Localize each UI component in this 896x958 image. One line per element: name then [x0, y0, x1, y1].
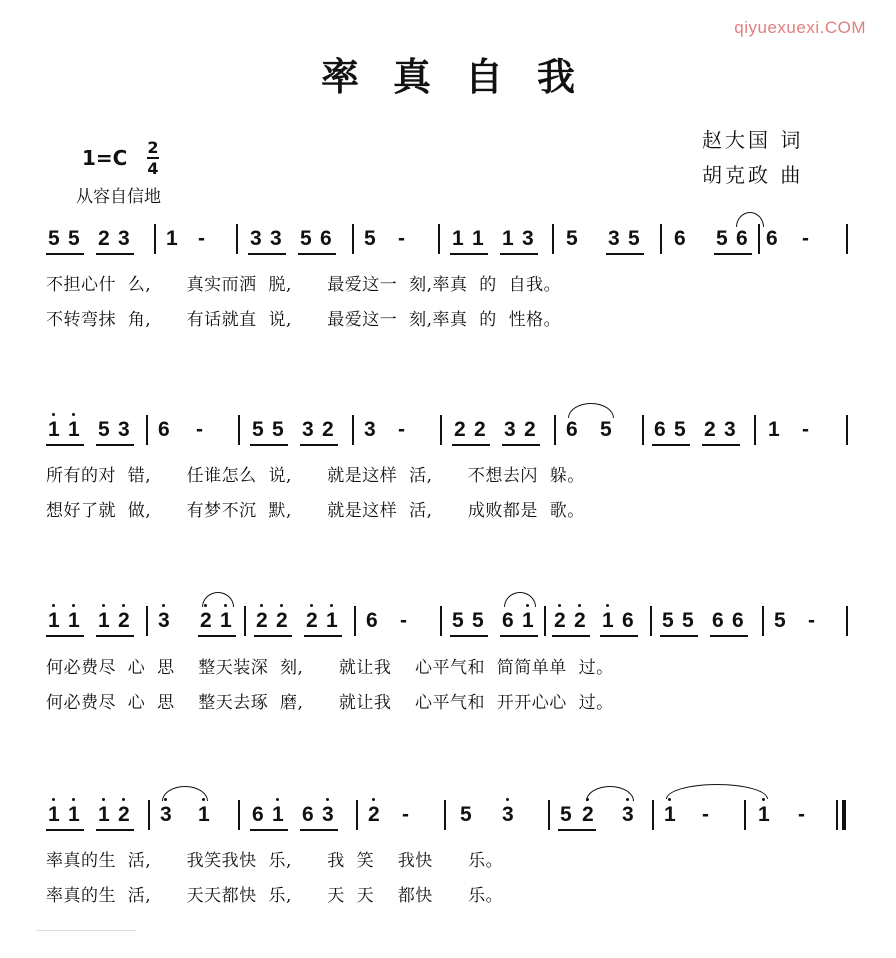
barline	[642, 415, 644, 445]
note: 2	[582, 803, 594, 826]
note: 6	[674, 227, 686, 250]
note: 3	[608, 227, 620, 250]
note: 1	[602, 609, 614, 632]
barline	[238, 415, 240, 445]
note: 2	[200, 609, 212, 632]
note: 2	[574, 609, 586, 632]
note: 3	[522, 227, 534, 250]
note: 3	[118, 418, 130, 441]
note: 5	[272, 418, 284, 441]
barline	[352, 415, 354, 445]
note: 1	[48, 803, 60, 826]
time-signature-bottom: 4	[147, 159, 159, 178]
tempo-marking: 从容自信地	[76, 187, 161, 207]
barline	[356, 800, 358, 830]
note: 1	[198, 803, 210, 826]
lyric-verse-2: 率真的生 活, 天天都快 乐, 天 天 都快 乐。	[46, 886, 504, 906]
note: 5	[682, 609, 694, 632]
barline	[544, 606, 546, 636]
tie-slur	[568, 403, 614, 418]
note: 1	[326, 609, 338, 632]
lyric-verse-2: 不转弯抹 角, 有话就直 说, 最爱这一 刻,率真 的 性格。	[46, 310, 562, 330]
time-signature	[146, 138, 160, 178]
note: 5	[48, 227, 60, 250]
note: 1	[522, 609, 534, 632]
note-dash: -	[802, 418, 809, 441]
barline	[146, 415, 148, 445]
note: 3	[158, 609, 170, 632]
note: 2	[524, 418, 536, 441]
note: 5	[560, 803, 572, 826]
note: 5	[460, 803, 472, 826]
barline	[238, 800, 240, 830]
note-dash: -	[196, 418, 203, 441]
final-barline-thin	[836, 800, 838, 830]
note-dash: -	[400, 609, 407, 632]
barline	[846, 415, 848, 445]
staff-line-3	[46, 608, 858, 640]
barline	[548, 800, 550, 830]
note: 1	[68, 803, 80, 826]
song-title: 率真自我	[320, 54, 609, 99]
note: 6	[566, 418, 578, 441]
tie-slur	[586, 786, 634, 801]
barline	[444, 800, 446, 830]
note: 1	[502, 227, 514, 250]
note: 3	[302, 418, 314, 441]
note: 1	[68, 418, 80, 441]
note: 2	[474, 418, 486, 441]
note: 1	[758, 803, 770, 826]
barline	[754, 415, 756, 445]
lyric-verse-1: 何必费尽 心 思 整天装深 刻, 就让我 心平气和 简简单单 过。	[46, 658, 614, 678]
note: 5	[628, 227, 640, 250]
note: 3	[622, 803, 634, 826]
note: 6	[252, 803, 264, 826]
note-dash: -	[808, 609, 815, 632]
note: 1	[166, 227, 178, 250]
barline	[846, 606, 848, 636]
note: 2	[256, 609, 268, 632]
barline	[552, 224, 554, 254]
note-dash: -	[198, 227, 205, 250]
note: 1	[472, 227, 484, 250]
divider	[36, 930, 136, 931]
lyric-verse-1: 不担心什 么, 真实而洒 脱, 最爱这一 刻,率真 的 自我。	[46, 275, 562, 295]
note: 6	[654, 418, 666, 441]
barline	[758, 224, 760, 254]
staff-line-4	[46, 802, 858, 834]
note: 2	[454, 418, 466, 441]
note: 6	[320, 227, 332, 250]
note: 3	[118, 227, 130, 250]
note: 5	[600, 418, 612, 441]
note: 5	[662, 609, 674, 632]
note: 1	[98, 609, 110, 632]
note: 5	[774, 609, 786, 632]
note-dash: -	[398, 418, 405, 441]
note: 3	[724, 418, 736, 441]
note: 6	[366, 609, 378, 632]
barline	[554, 415, 556, 445]
lyricist-credit: 赵大国 词	[702, 128, 804, 152]
note: 1	[452, 227, 464, 250]
note: 2	[118, 609, 130, 632]
note: 2	[306, 609, 318, 632]
note: 3	[160, 803, 172, 826]
note: 2	[118, 803, 130, 826]
note: 3	[322, 803, 334, 826]
watermark: qiyuexuexi.COM	[734, 18, 866, 37]
note: 1	[220, 609, 232, 632]
staff-line-1	[46, 226, 858, 258]
tie-slur	[162, 786, 208, 801]
composer-credit: 胡克政 曲	[702, 163, 804, 187]
note: 5	[98, 418, 110, 441]
barline	[440, 606, 442, 636]
barline	[148, 800, 150, 830]
note: 1	[664, 803, 676, 826]
lyric-verse-2: 何必费尽 心 思 整天去琢 磨, 就让我 心平气和 开开心心 过。	[46, 693, 614, 713]
note: 3	[270, 227, 282, 250]
final-barline-thick	[842, 800, 846, 830]
tie-slur	[202, 592, 234, 607]
note-dash: -	[798, 803, 805, 826]
barline	[660, 224, 662, 254]
note: 3	[250, 227, 262, 250]
note: 3	[504, 418, 516, 441]
barline	[846, 224, 848, 254]
note: 1	[768, 418, 780, 441]
barline	[146, 606, 148, 636]
note: 5	[252, 418, 264, 441]
tie-slur	[666, 784, 768, 799]
key-signature: 1=C	[82, 146, 128, 170]
note: 6	[622, 609, 634, 632]
staff-line-2	[46, 417, 858, 449]
note: 6	[712, 609, 724, 632]
note: 2	[98, 227, 110, 250]
note: 6	[158, 418, 170, 441]
lyric-verse-1: 所有的对 错, 任谁怎么 说, 就是这样 活, 不想去闪 躲。	[46, 466, 585, 486]
barline	[244, 606, 246, 636]
note: 2	[554, 609, 566, 632]
barline	[154, 224, 156, 254]
note: 6	[766, 227, 778, 250]
note: 5	[364, 227, 376, 250]
note: 5	[452, 609, 464, 632]
note-dash: -	[398, 227, 405, 250]
note: 1	[68, 609, 80, 632]
barline	[352, 224, 354, 254]
barline	[744, 800, 746, 830]
note: 5	[68, 227, 80, 250]
note: 1	[48, 418, 60, 441]
note: 6	[732, 609, 744, 632]
note: 5	[716, 227, 728, 250]
barline	[762, 606, 764, 636]
note: 1	[98, 803, 110, 826]
note: 5	[300, 227, 312, 250]
note: 3	[502, 803, 514, 826]
note: 5	[674, 418, 686, 441]
note: 6	[302, 803, 314, 826]
note: 5	[472, 609, 484, 632]
note: 1	[272, 803, 284, 826]
barline	[440, 415, 442, 445]
note-dash: -	[402, 803, 409, 826]
lyric-verse-1: 率真的生 活, 我笑我快 乐, 我 笑 我快 乐。	[46, 851, 504, 871]
note: 2	[276, 609, 288, 632]
barline	[354, 606, 356, 636]
time-signature-top: 2	[147, 138, 159, 157]
note-dash: -	[802, 227, 809, 250]
note: 5	[566, 227, 578, 250]
note: 6	[736, 227, 748, 250]
note: 2	[368, 803, 380, 826]
lyric-verse-2: 想好了就 做, 有梦不沉 默, 就是这样 活, 成败都是 歌。	[46, 501, 585, 521]
barline	[236, 224, 238, 254]
note: 1	[48, 609, 60, 632]
tie-slur	[504, 592, 536, 607]
note: 2	[322, 418, 334, 441]
barline	[652, 800, 654, 830]
barline	[650, 606, 652, 636]
note-dash: -	[702, 803, 709, 826]
note: 3	[364, 418, 376, 441]
barline	[438, 224, 440, 254]
note: 2	[704, 418, 716, 441]
note: 6	[502, 609, 514, 632]
